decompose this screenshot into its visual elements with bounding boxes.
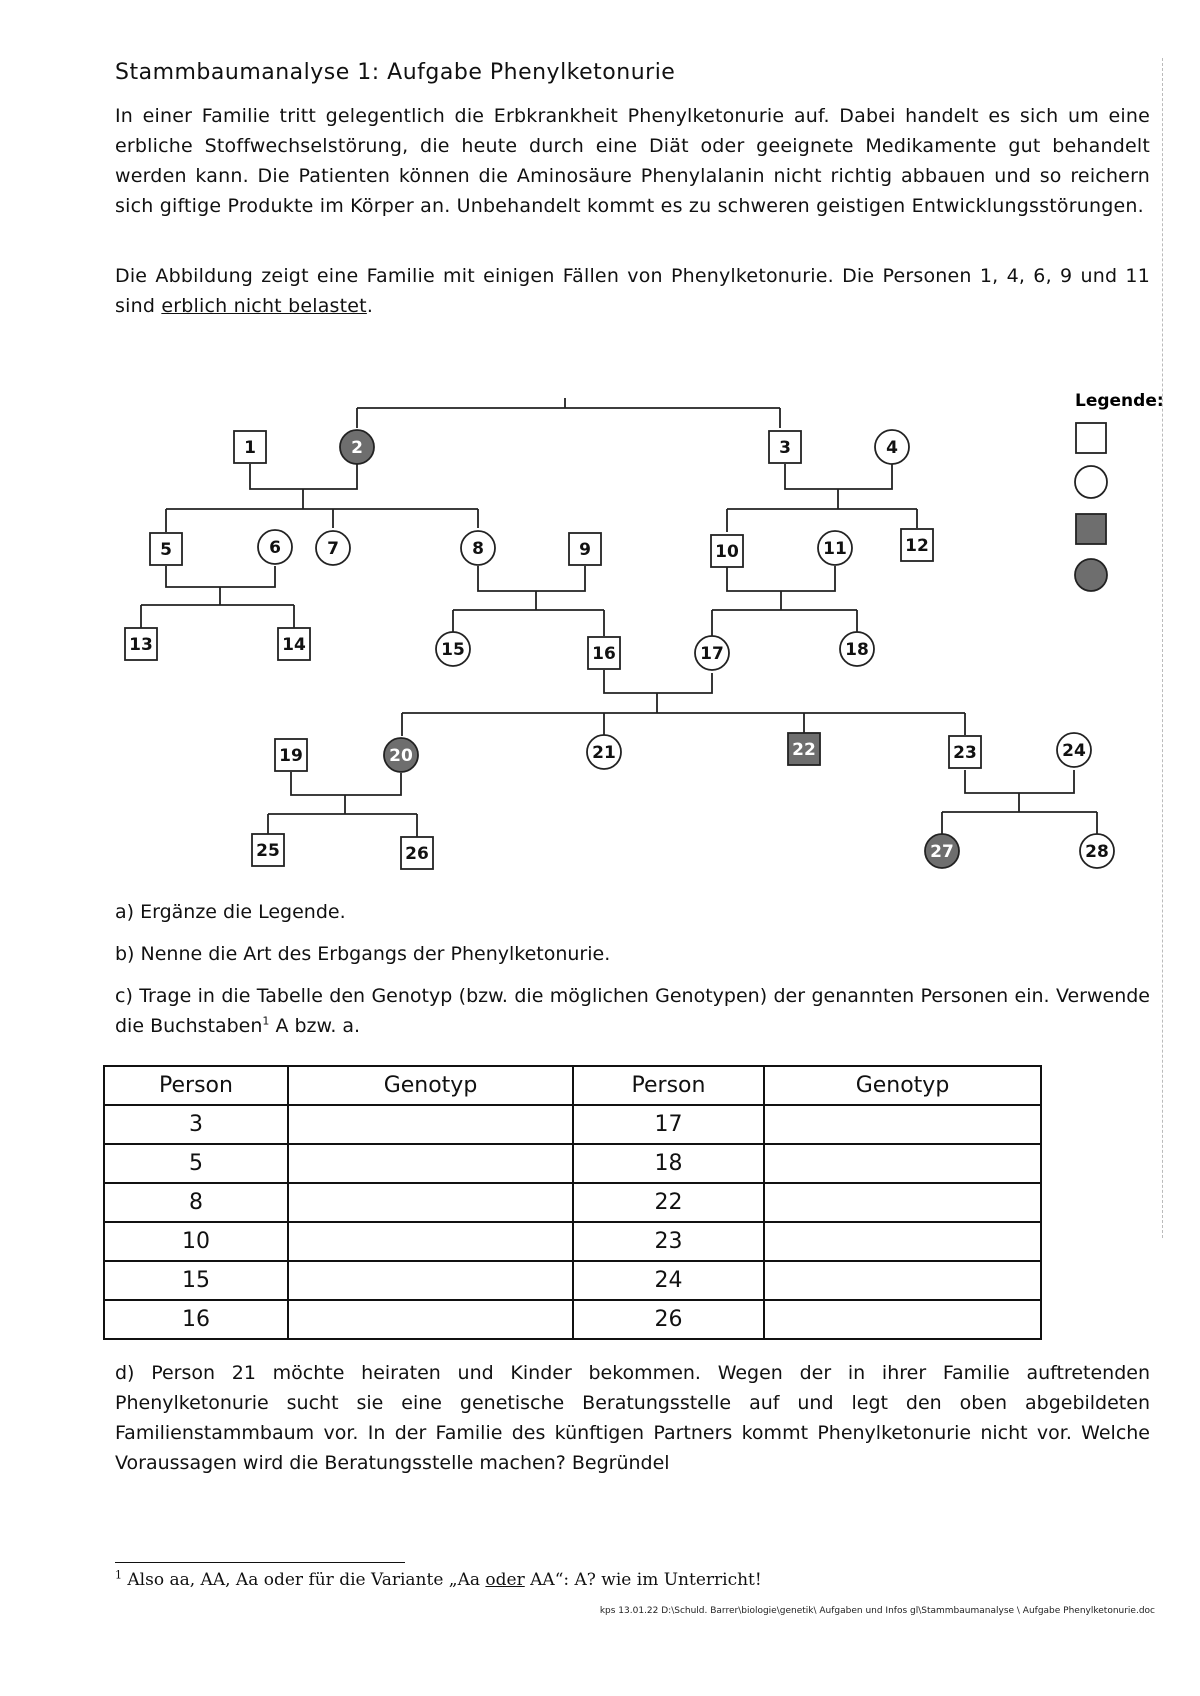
person-13-male <box>125 628 157 660</box>
person-label-20: 20 <box>389 746 413 766</box>
person-label-3: 3 <box>779 438 791 458</box>
person-cell: 15 <box>104 1261 288 1300</box>
genotype-cell[interactable] <box>764 1261 1041 1300</box>
person-label-21: 21 <box>592 743 616 763</box>
genotype-cell[interactable] <box>288 1222 573 1261</box>
person-cell: 10 <box>104 1222 288 1261</box>
person-8-female <box>461 531 495 565</box>
person-20-affected-female <box>384 738 418 772</box>
legend-square-healthy <box>1076 423 1106 453</box>
legend-circle-healthy <box>1075 466 1107 498</box>
person-cell: 22 <box>573 1183 764 1222</box>
legend-circle-affected <box>1075 559 1107 591</box>
person-26-male <box>401 837 433 869</box>
question-c-end: A bzw. a. <box>269 1015 361 1037</box>
genotype-cell[interactable] <box>288 1183 573 1222</box>
person-label-6: 6 <box>269 538 281 558</box>
table-row <box>104 1300 1041 1339</box>
header-genotype-2: Genotyp <box>764 1066 1041 1105</box>
person-28-female <box>1080 834 1114 868</box>
person-label-16: 16 <box>592 644 616 664</box>
person-11-female <box>818 531 852 565</box>
person-label-26: 26 <box>405 844 429 864</box>
question-c-footnote-ref: 1 <box>262 1014 270 1028</box>
question-a: a) Ergänze die Legende. <box>115 901 346 923</box>
legend-square-affected <box>1076 514 1106 544</box>
person-label-7: 7 <box>327 539 339 559</box>
genotype-cell[interactable] <box>288 1144 573 1183</box>
person-27-affected-female <box>925 834 959 868</box>
person-cell: 17 <box>573 1105 764 1144</box>
genotype-cell[interactable] <box>764 1105 1041 1144</box>
person-6-female <box>258 530 292 564</box>
figure-text-underlined: erblich nicht belastet <box>161 295 367 317</box>
person-label-25: 25 <box>256 841 280 861</box>
person-label-5: 5 <box>160 540 172 560</box>
page-title: Stammbaumanalyse 1: Aufgabe Phenylketonurie <box>115 60 676 85</box>
genotype-cell[interactable] <box>764 1144 1041 1183</box>
person-label-17: 17 <box>700 644 724 664</box>
person-18-female <box>840 632 874 666</box>
female-individuals <box>258 430 1114 868</box>
genotype-cell[interactable] <box>764 1222 1041 1261</box>
footnote-divider <box>115 1562 405 1563</box>
person-cell: 8 <box>104 1183 288 1222</box>
person-25-male <box>252 834 284 866</box>
person-label-19: 19 <box>279 746 303 766</box>
genotype-table <box>103 1065 1042 1340</box>
person-23-male <box>949 736 981 768</box>
person-2-affected-female <box>340 430 374 464</box>
person-label-4: 4 <box>886 438 898 458</box>
person-label-10: 10 <box>715 542 739 562</box>
person-7-female <box>316 531 350 565</box>
footnote <box>115 1570 1115 1590</box>
footnote-text-post: AA“: A? wie im Unterricht! <box>524 1570 762 1590</box>
table-row <box>104 1144 1041 1183</box>
figure-text-after: . <box>366 295 374 317</box>
person-3-male <box>769 431 801 463</box>
genotype-cell[interactable] <box>288 1261 573 1300</box>
person-cell: 23 <box>573 1222 764 1261</box>
person-label-18: 18 <box>845 640 869 660</box>
person-label-14: 14 <box>282 635 306 655</box>
table-row <box>104 1222 1041 1261</box>
person-24-female <box>1057 733 1091 767</box>
header-person-2: Person <box>573 1066 764 1105</box>
person-1-male <box>234 431 266 463</box>
person-label-24: 24 <box>1062 741 1086 761</box>
person-label-13: 13 <box>129 635 153 655</box>
person-label-8: 8 <box>472 539 484 559</box>
person-label-23: 23 <box>953 743 977 763</box>
genotype-cell[interactable] <box>764 1300 1041 1339</box>
table-header-row <box>104 1066 1041 1105</box>
footnote-text-pre: Also aa, AA, Aa oder für die Variante „Aa <box>122 1570 486 1590</box>
person-cell: 5 <box>104 1144 288 1183</box>
table-row <box>104 1105 1041 1144</box>
genotype-cell[interactable] <box>288 1300 573 1339</box>
person-15-female <box>436 632 470 666</box>
person-22-affected-male <box>788 733 820 765</box>
question-c-text: c) Trage in die Tabelle den Genotyp (bzw. die möglichen Genotypen) der genannten Personen ein. Verwende die Buchstaben <box>115 985 1150 1037</box>
header-genotype-1: Genotyp <box>288 1066 573 1105</box>
person-label-11: 11 <box>823 539 847 559</box>
person-14-male <box>278 628 310 660</box>
person-label-22: 22 <box>792 740 816 760</box>
person-cell: 24 <box>573 1261 764 1300</box>
question-d: d) Person 21 möchte heiraten und Kinder bekommen. Wegen der in ihrer Familie auftretenden Phenylketonurie sucht sie eine genetische Beratungsstelle auf und legt den oben abgebildeten Familienstammbaum vor. In der Familie des künftigen Partners kommt Phenylketonurie nicht vor. Welche Voraussagen wird die Beratungsstelle machen? Begründel <box>115 1362 1150 1474</box>
person-label-12: 12 <box>905 536 929 556</box>
person-4-female <box>875 430 909 464</box>
genotype-cell[interactable] <box>764 1183 1041 1222</box>
footnote-marker: 1 <box>115 1568 122 1582</box>
person-label-15: 15 <box>441 640 465 660</box>
intro-paragraph: In einer Familie tritt gelegentlich die Erbkrankheit Phenylketonurie auf. Dabei handelt es sich um eine erbliche Stoffwechselstörung, die heute durch eine Diät oder geeignete Medikamente gut behandelt werden kann. Die Patienten können die Aminosäure Phenylalanin nicht richtig abbauen und so reichern sich giftige Produkte im Körper an. Unbehandelt kommt es zu schweren geistigen Entwicklungsstörungen. <box>115 105 1150 217</box>
genotype-cell[interactable] <box>288 1105 573 1144</box>
figure-text-before: Die Abbildung zeigt eine Familie mit einigen Fällen von Phenylketonurie. Die Personen 1, 4, 6, 9 und 11 sind <box>115 265 1150 317</box>
person-label-9: 9 <box>579 540 591 560</box>
person-label-1: 1 <box>244 438 256 458</box>
person-16-male <box>588 637 620 669</box>
person-10-male <box>711 535 743 567</box>
person-label-28: 28 <box>1085 842 1109 862</box>
person-19-male <box>275 739 307 771</box>
question-b: b) Nenne die Art des Erbgangs der Phenylketonurie. <box>115 943 611 965</box>
footnote-text-underlined: oder <box>485 1570 525 1590</box>
document-footer: kps 13.01.22 D:\Schuld. Barrer\biologie\genetik\ Aufgaben und Infos gl\Stammbaumanalyse \ Aufgabe Phenylketonurie.doc <box>599 1606 1155 1616</box>
person-9-male <box>569 533 601 565</box>
legend-title: Legende: <box>1075 391 1164 411</box>
header-person-1: Person <box>104 1066 288 1105</box>
person-label-27: 27 <box>930 842 954 862</box>
person-cell: 18 <box>573 1144 764 1183</box>
person-5-male <box>150 533 182 565</box>
person-cell: 26 <box>573 1300 764 1339</box>
person-12-male <box>901 529 933 561</box>
question-c <box>115 981 1150 1041</box>
person-cell: 3 <box>104 1105 288 1144</box>
person-label-2: 2 <box>351 438 363 458</box>
person-21-female <box>587 735 621 769</box>
table-row <box>104 1183 1041 1222</box>
person-17-female <box>695 636 729 670</box>
person-cell: 16 <box>104 1300 288 1339</box>
table-row <box>104 1261 1041 1300</box>
